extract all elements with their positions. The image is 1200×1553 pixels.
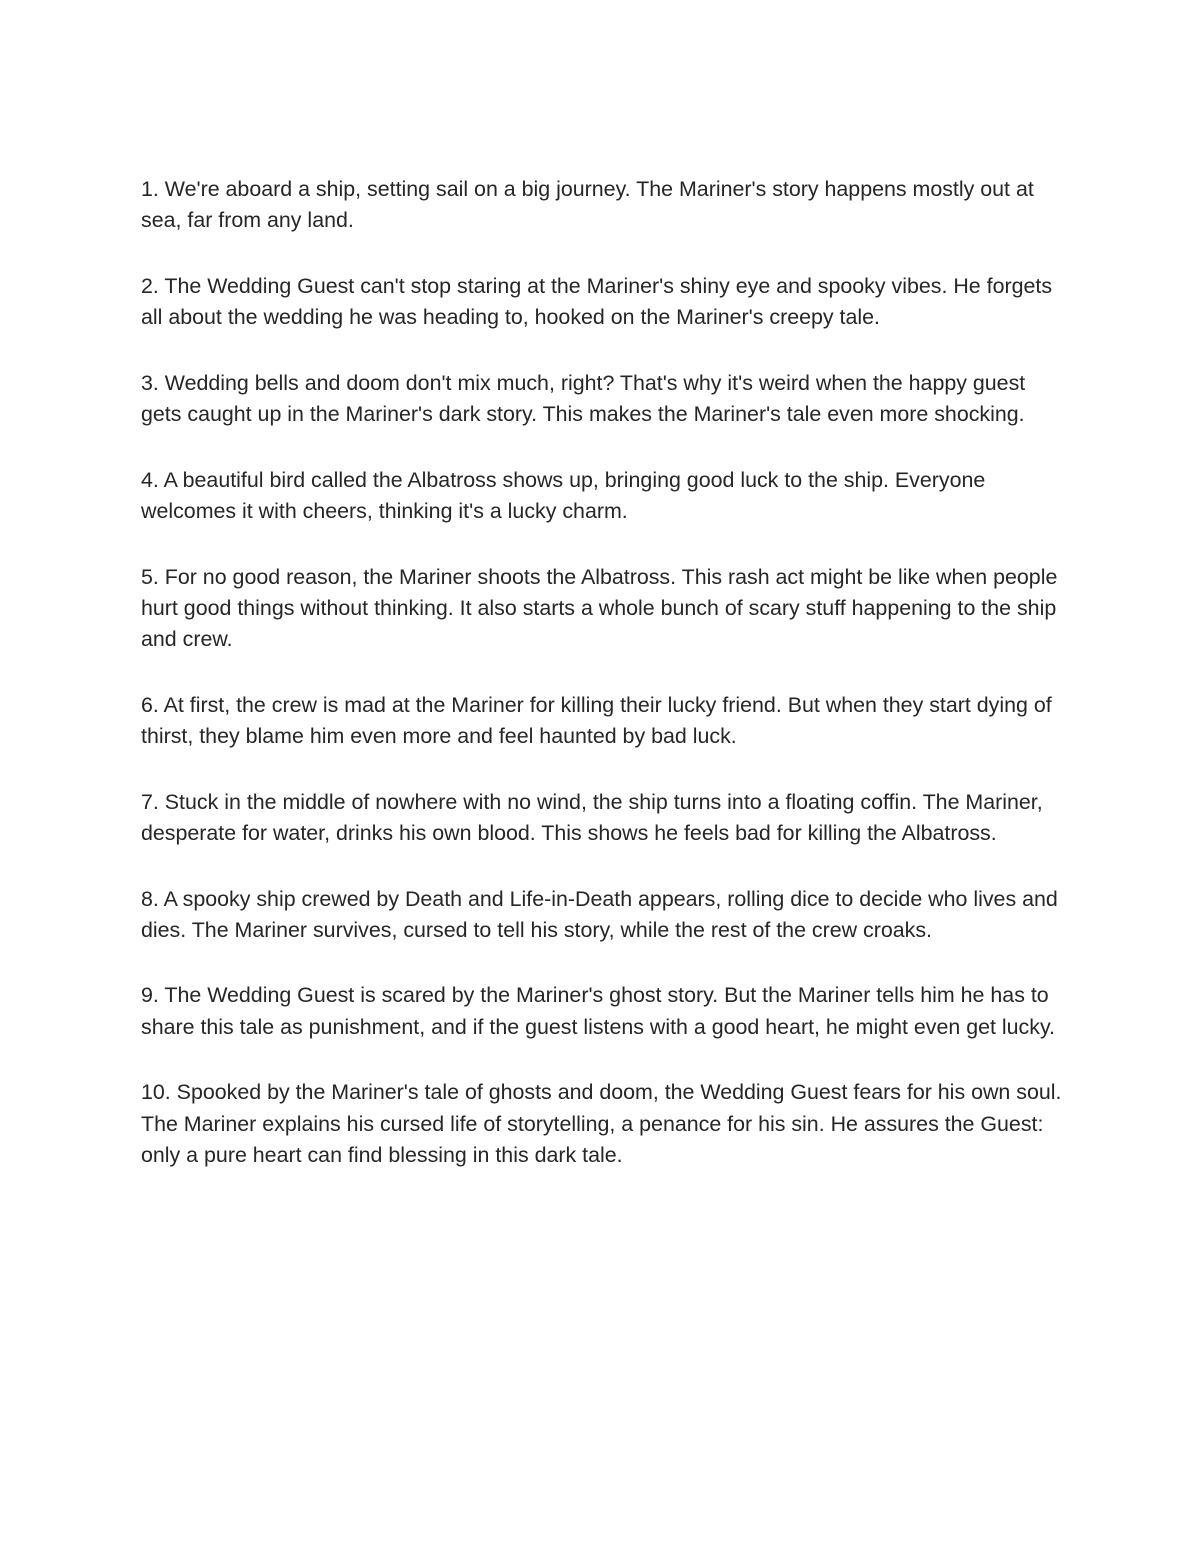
paragraph-1: 1. We're aboard a ship, setting sail on a big journey. The Mariner's story happens mostly out at sea, far from any land. <box>141 177 1034 233</box>
paragraph-9: 9. The Wedding Guest is scared by the Mariner's ghost story. But the Mariner tells him he has to share this tale as punishment, and if the guest listens with a good heart, he might even get lucky. <box>141 983 1055 1039</box>
paragraph-4: 4. A beautiful bird called the Albatross shows up, bringing good luck to the ship. Everyone welcomes it with cheers, thinking it's a lucky charm. <box>141 467 986 523</box>
paragraph-2: 2. The Wedding Guest can't stop staring at the Mariner's shiny eye and spooky vibes. He forgets all about the wedding he was heading to, hooked on the Mariner's creepy tale. <box>141 273 1053 330</box>
paragraph-3: 3. Wedding bells and doom don't mix much, right? That's why it's weird when the happy guest gets caught up in the Mariner's dark story. This makes the Mariner's tale even more shocking. <box>141 370 1026 427</box>
paragraph-5: 5. For no good reason, the Mariner shoots the Albatross. This rash act might be like when people hurt good things without thinking. It also starts a whole bunch of scary stuff happening to the ship and crew. <box>141 564 1058 652</box>
paragraph-7: 7. Stuck in the middle of nowhere with no wind, the ship turns into a floating coffin. The Mariner, desperate for water, drinks his own blood. This shows he feels bad for killing the Albatross. <box>141 789 1043 845</box>
paragraph-6: 6. At first, the crew is mad at the Mariner for killing their lucky friend. But when they start dying of thirst, they blame him even more and feel haunted by bad luck. <box>141 692 1052 749</box>
paragraph-8: 8. A spooky ship crewed by Death and Life-in-Death appears, rolling dice to decide who lives and dies. The Mariner survives, cursed to tell his story, while the rest of the crew croaks. <box>141 886 1058 942</box>
document-body <box>141 174 1071 1206</box>
paragraph-10: 10. Spooked by the Mariner's tale of ghosts and doom, the Wedding Guest fears for his own soul. The Mariner explains his cursed life of storytelling, a penance for his sin. He assures the Guest: only a pure heart can find blessing in this dark tale. <box>141 1080 1062 1167</box>
